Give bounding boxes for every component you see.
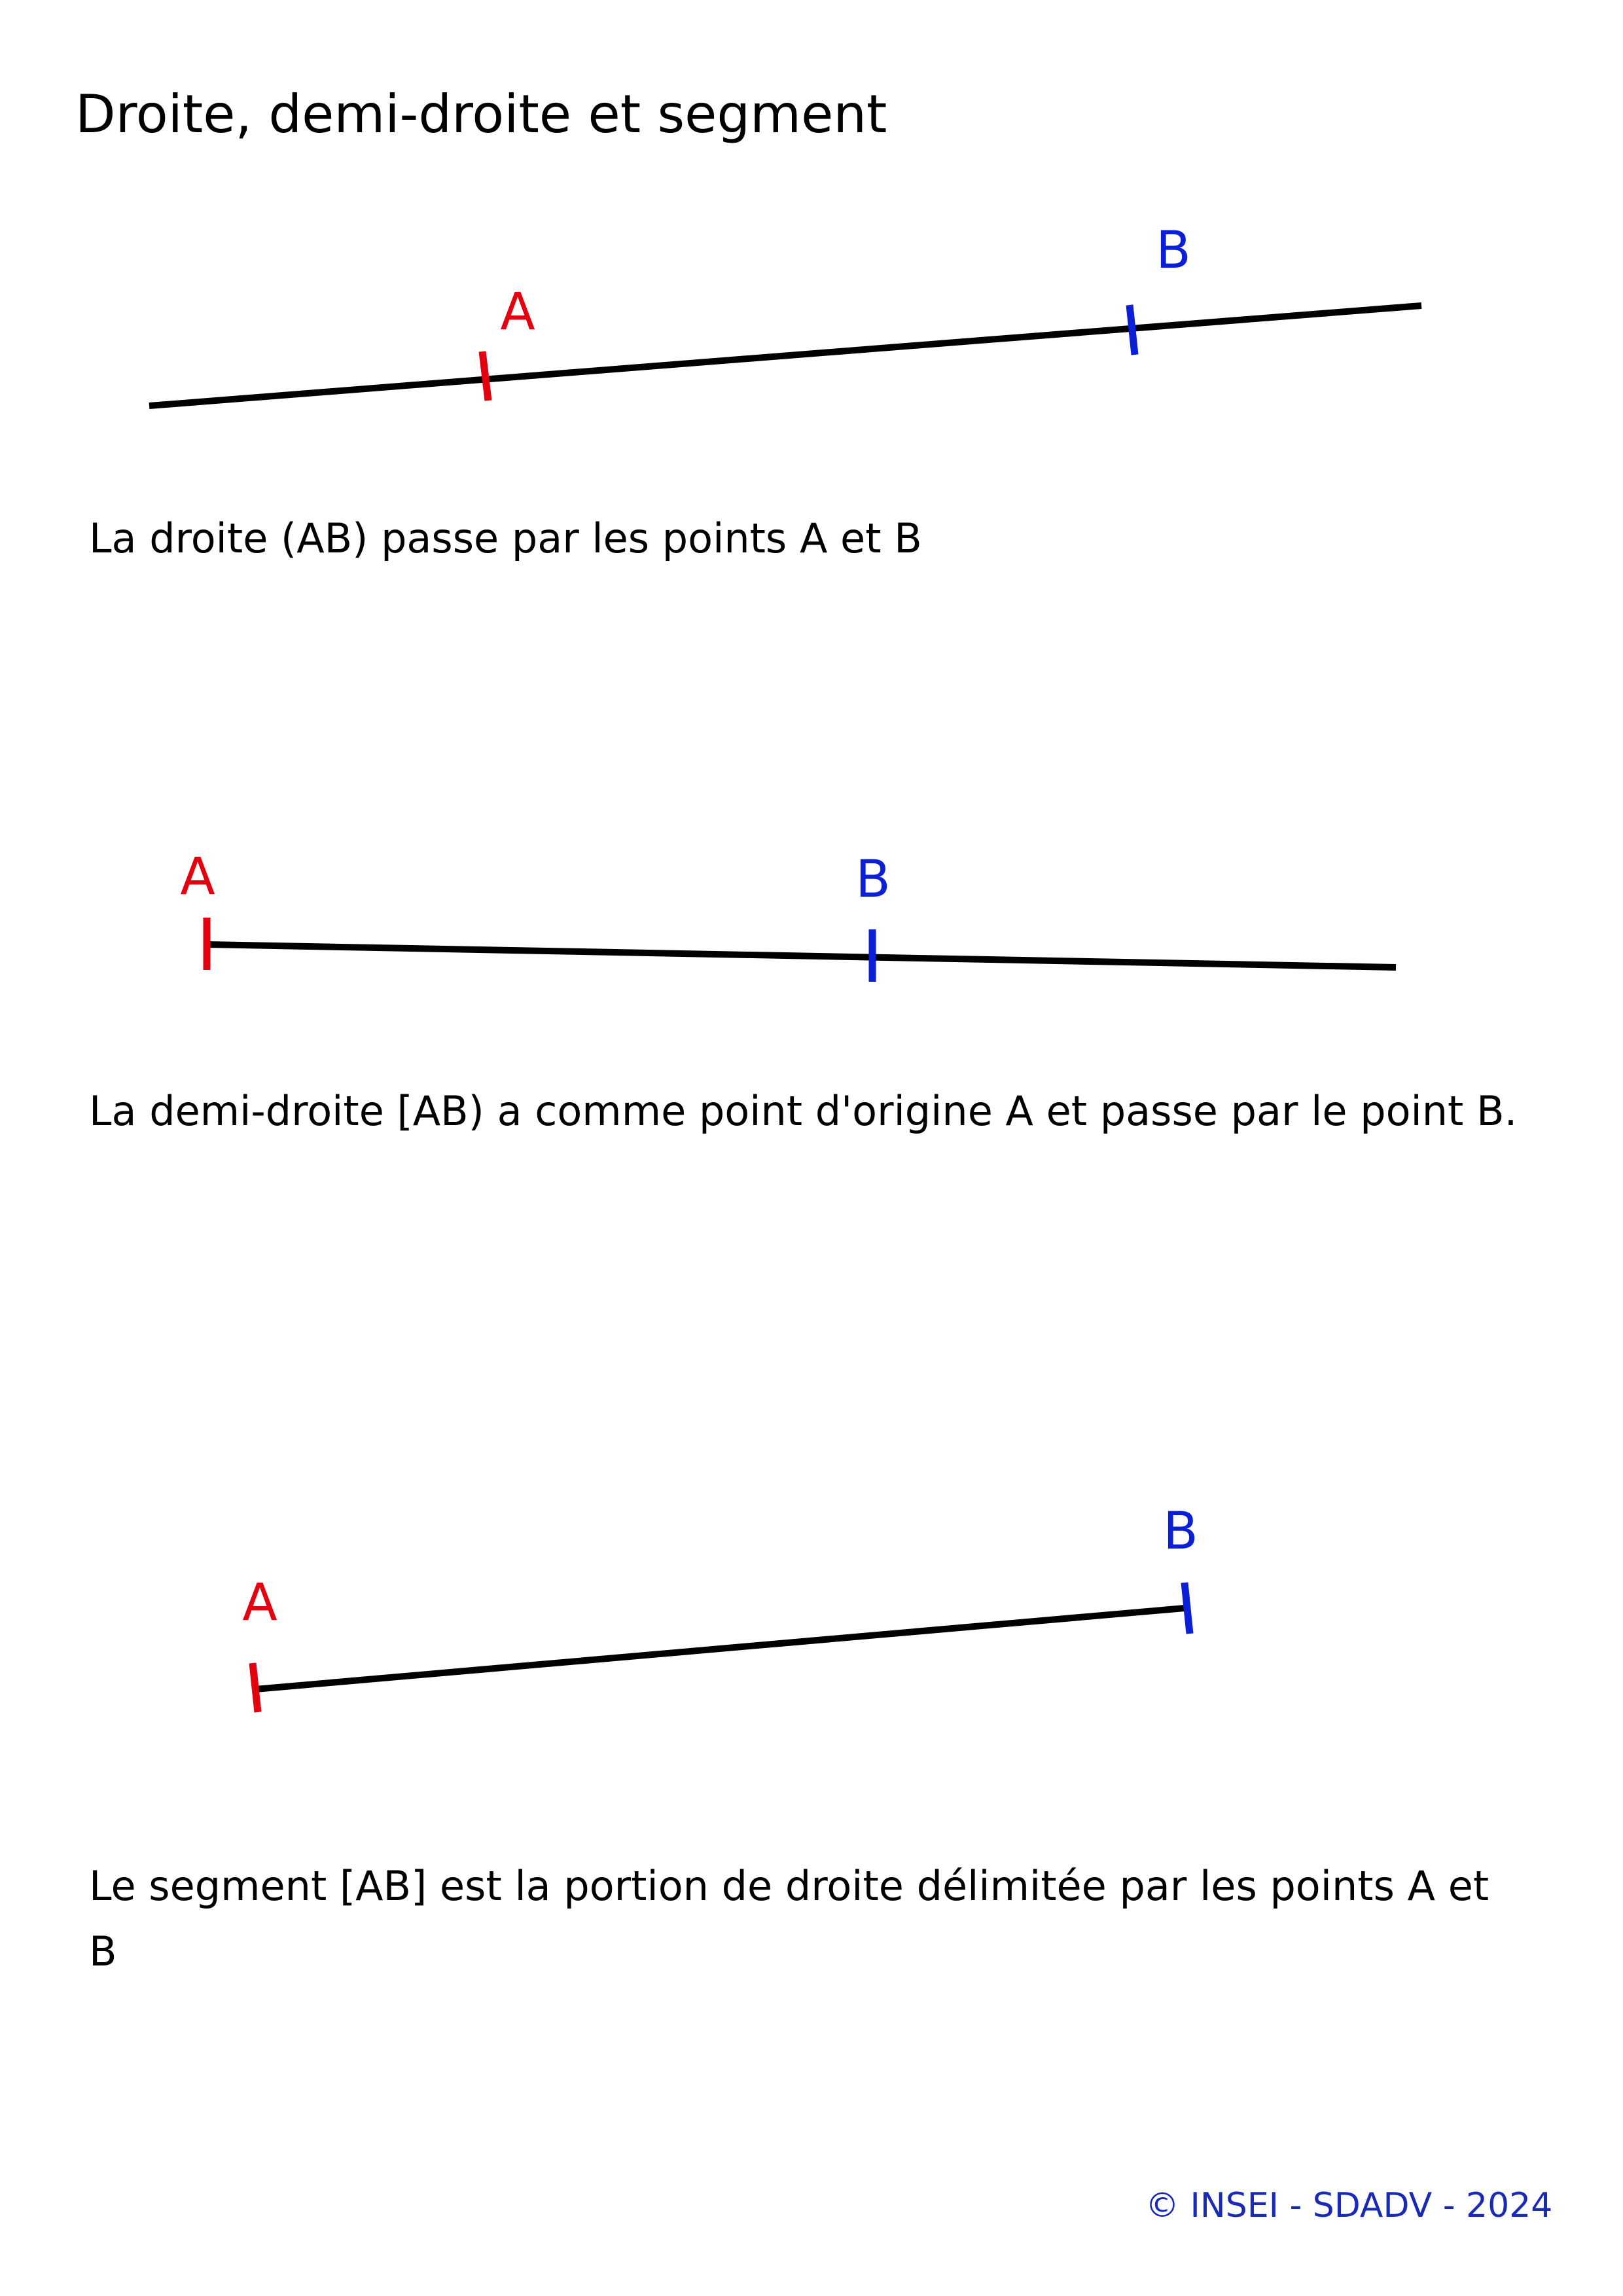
droite-tick-a bbox=[482, 351, 488, 401]
segment-caption: Le segment [AB] est la portion de droite délimitée par les points A et B bbox=[89, 1862, 1489, 1975]
droite-caption: La droite (AB) passe par les points A et B bbox=[89, 514, 922, 562]
copyright-footer: © INSEI - SDADV - 2024 bbox=[1145, 2186, 1553, 2225]
segment-tick-a bbox=[253, 1663, 258, 1712]
droite-label-b: B bbox=[1156, 221, 1191, 280]
demi-droite-label-a: A bbox=[180, 848, 215, 906]
demi-droite-figure bbox=[180, 848, 1396, 982]
page-title: Droite, demi-droite et segment bbox=[75, 84, 887, 145]
demi-droite-label-b: B bbox=[855, 850, 891, 909]
droite-label-a: A bbox=[500, 283, 535, 342]
droite-tick-b bbox=[1130, 305, 1135, 355]
segment-label-a: A bbox=[242, 1573, 277, 1632]
demi-droite-line bbox=[207, 944, 1396, 967]
segment-figure bbox=[242, 1502, 1198, 1712]
segment-line bbox=[255, 1608, 1185, 1689]
segment-tick-b bbox=[1185, 1583, 1190, 1634]
droite-figure bbox=[149, 221, 1421, 406]
demi-droite-caption: La demi-droite [AB) a comme point d'origine A et passe par le point B. bbox=[89, 1087, 1518, 1135]
droite-line bbox=[149, 306, 1421, 406]
segment-label-b: B bbox=[1163, 1502, 1198, 1561]
